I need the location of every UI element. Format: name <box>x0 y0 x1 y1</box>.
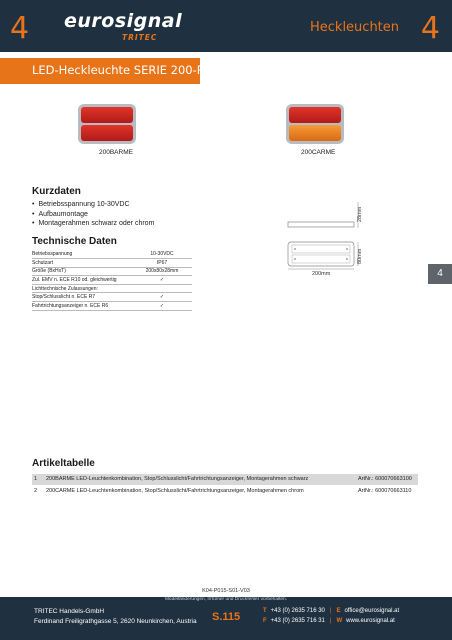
depth-dimension-label: 28mm <box>357 206 363 222</box>
email-link[interactable]: office@eurosignal.at <box>344 608 400 614</box>
footer-bar <box>0 597 452 640</box>
fax-number: +43 (0) 2635 716 31 <box>270 618 325 624</box>
company-address: Ferdinand Freiligrathgasse 5, 2620 Neunkirchen, Austria <box>34 618 197 625</box>
table-row: Fahrtrichtungsanzeiger n. ECE R6 ✓ <box>32 302 192 311</box>
product-label-1: 200BARME <box>99 149 133 156</box>
section-title: Heckleuchten <box>310 20 400 35</box>
contact-line-2: F +43 (0) 2635 716 31 | W www.eurosignal.at <box>263 618 395 624</box>
technische-daten-heading: Technische Daten <box>32 236 117 247</box>
chapter-number-right: 4 <box>420 11 440 46</box>
website-link[interactable]: www.eurosignal.at <box>346 618 395 624</box>
table-row: 1 200BARME LED-Leuchtenkombination, Stop/Schlusslicht/Fahrtrichtungsanzeiger, Montagerahmen schwarz ArtNr.: 600070663100 <box>32 474 418 485</box>
document-code: K04-P015-S01-V03 <box>202 588 250 594</box>
check-icon: ✓ <box>132 293 192 302</box>
logo-sub-text: TRITEC <box>122 33 158 42</box>
table-row: Zul. EMV n. ECE R10 od. gleichwertig ✓ <box>32 276 192 285</box>
product-title: LED-Heckleuchte SERIE 200-R, 2-fach <box>32 63 249 77</box>
table-row: Schutzart IP67 <box>32 259 192 268</box>
check-icon: ✓ <box>132 302 192 311</box>
width-dimension-label: 200mm <box>312 271 331 277</box>
height-dimension-label: 80mm <box>357 248 363 264</box>
company-name: TRITEC Handels-GmbH <box>34 608 105 615</box>
list-item: • Betriebsspannung 10-30VDC <box>32 200 154 210</box>
kurzdaten-list <box>32 200 154 229</box>
chapter-side-tab: 4 <box>428 264 452 284</box>
kurzdaten-heading: Kurzdaten <box>32 186 81 197</box>
chapter-number-left: 4 <box>10 11 30 46</box>
phone-number: +43 (0) 2635 716 30 <box>270 608 325 614</box>
page-number: S.115 <box>212 611 241 623</box>
contact-line-1: T +43 (0) 2635 716 30 | E office@eurosignal.at <box>263 608 400 614</box>
technical-drawing <box>282 198 370 278</box>
logo-main-text: eurosignal <box>64 10 183 32</box>
artikeltabelle-heading: Artikeltabelle <box>32 458 95 469</box>
check-icon: ✓ <box>132 276 192 285</box>
list-item: • Aufbaumontage <box>32 210 154 220</box>
table-row: Lichttechnische Zulassungen: <box>32 284 192 293</box>
list-item: • Montagerahmen schwarz oder chrom <box>32 219 154 229</box>
eurosignal-logo <box>64 12 182 42</box>
table-row: Betriebsspannung 10-30VDC <box>32 250 192 259</box>
table-row: Stop/Schlusslicht n. ECE R7 ✓ <box>32 293 192 302</box>
header-bar <box>0 0 452 52</box>
product-label-2: 200CARME <box>301 149 336 156</box>
technische-daten-table <box>32 250 192 311</box>
disclaimer-text: Modelländerungen, Irrtümer und Druckfehler vorbehalten. <box>164 597 288 602</box>
table-row: 2 200CARME LED-Leuchtenkombination, Stop/Schlusslicht/Fahrtrichtungsanzeiger, Montagerahmen chrom ArtNr.: 600070663110 <box>34 488 412 494</box>
product-image-200barme <box>78 104 136 144</box>
table-row: Größe (BxHxT) 200x80x28mm <box>32 267 192 276</box>
product-image-200carme <box>286 104 344 144</box>
product-title-bar <box>0 58 249 84</box>
